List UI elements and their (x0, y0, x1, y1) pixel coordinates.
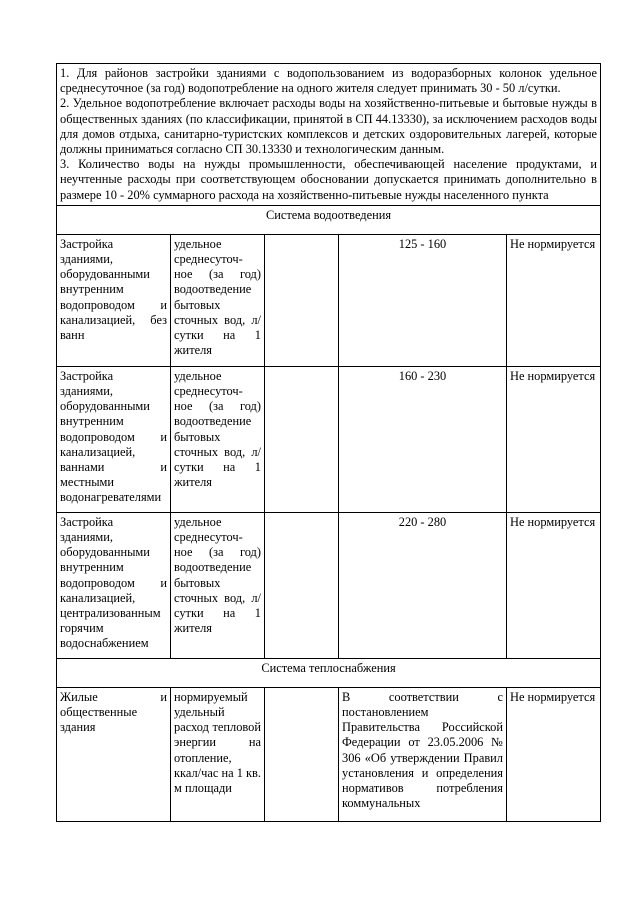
value-cell: 125 - 160 (339, 234, 507, 366)
table-row (57, 234, 601, 366)
section-header-row (57, 658, 601, 687)
indicator-cell: удельное среднесуточ-ное (за год) водоотведение бытовых сточных вод, л/сутки на 1 жителя (171, 234, 265, 366)
note-1: 1. Для районов застройки зданиями с водопользованием из водоразборных колонок удельное среднесуточное (за год) водопотребление на одного жителя следует принимать 30 - 50 л/сутки. (60, 66, 598, 96)
standards-table (56, 63, 601, 822)
indicator-cell: удельное среднесуточ-ное (за год) водоотведение бытовых сточных вод, л/сутки на 1 жителя (171, 512, 265, 658)
note-3: 3. Количество воды на нужды промышленности, обеспечивающей население продуктами, и неучтенные расходы при соответствующем обосновании допускается принимать дополнительно в размере 10 - 20% суммарного расхода на хозяйственно-питьевые нужды населенного пункта (60, 157, 598, 202)
blank-cell (265, 234, 339, 366)
blank-cell (265, 687, 339, 821)
notes-cell (57, 64, 601, 206)
section-title-wastewater: Система водоотведения (57, 205, 601, 234)
table-row (57, 512, 601, 658)
indicator-cell: удельное среднесуточ-ное (за год) водоотведение бытовых сточных вод, л/сутки на 1 жителя (171, 366, 265, 512)
remark-cell: Не нормируется (507, 687, 601, 821)
value-cell: 160 - 230 (339, 366, 507, 512)
indicator-cell: нормируемый удельный расход тепловой энергии на отопление, ккал/час на 1 кв. м площади (171, 687, 265, 821)
value-cell: В соответствии с постановлением Правительства Российской Федерации от 23.05.2006 № 306 «Об утверждении Правил установления и определения нормативов потребления коммунальных (339, 687, 507, 821)
remark-cell: Не нормируется (507, 366, 601, 512)
value-cell: 220 - 280 (339, 512, 507, 658)
category-cell: Застройка зданиями, оборудованными внутренним водопроводом и канализацией, без ванн (57, 234, 171, 366)
category-cell: Застройка зданиями, оборудованными внутренним водопроводом и канализацией, ваннами и местными водонагревателями (57, 366, 171, 512)
remark-cell: Не нормируется (507, 234, 601, 366)
section-header-row (57, 205, 601, 234)
remark-cell: Не нормируется (507, 512, 601, 658)
blank-cell (265, 512, 339, 658)
table-row (57, 366, 601, 512)
notes-row (57, 64, 601, 206)
section-title-heating: Система теплоснабжения (57, 658, 601, 687)
category-cell: Застройка зданиями, оборудованными внутренним водопроводом и канализацией, централизованным горячим водоснабжением (57, 512, 171, 658)
note-2: 2. Удельное водопотребление включает расходы воды на хозяйственно-питьевые и бытовые нужды в общественных зданиях (по классификации, принятой в СП 44.13330), за исключением расходов воды для домов отдыха, санитарно-туристских комплексов и детских оздоровительных лагерей, которые должны приниматься согласно СП 30.13330 и технологическим данным. (60, 96, 598, 157)
table-row (57, 687, 601, 821)
category-cell: Жилые и общественные здания (57, 687, 171, 821)
blank-cell (265, 366, 339, 512)
